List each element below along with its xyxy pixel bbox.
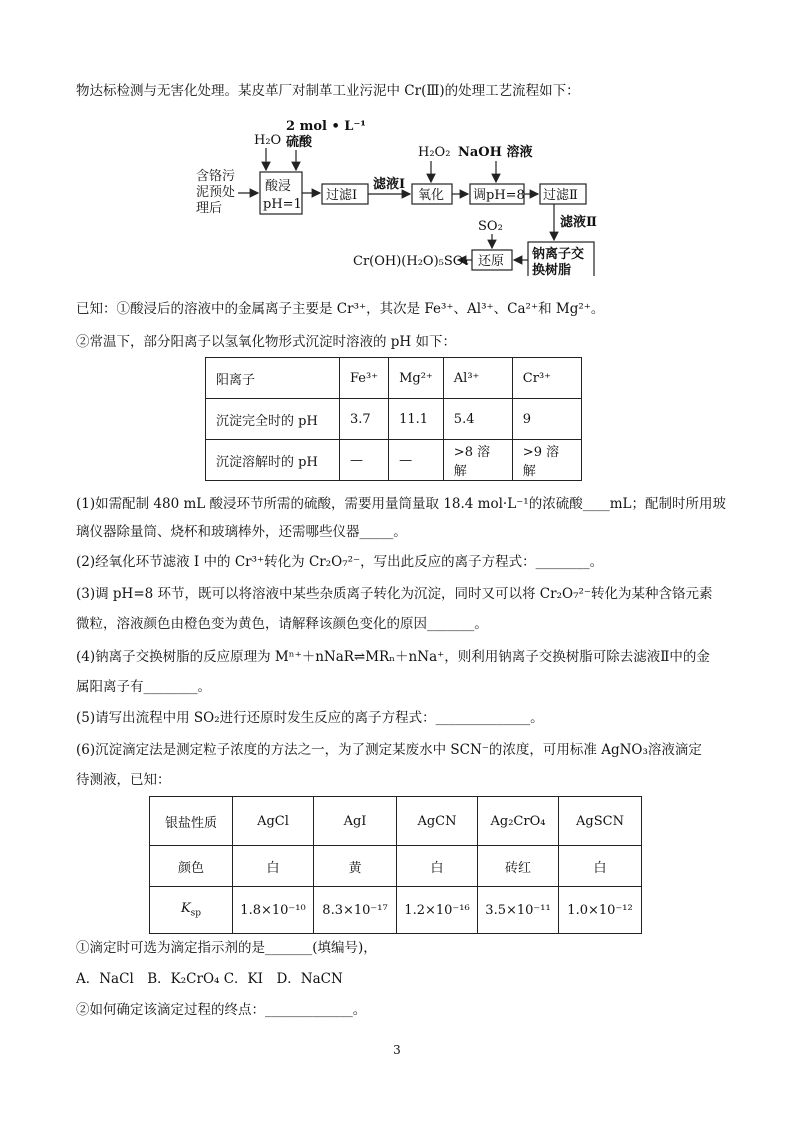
table-row [150, 846, 642, 887]
table-cell: 沉淀完全时的 pH [206, 399, 340, 440]
table-cell: 1.0×10⁻¹² [559, 887, 642, 934]
table-cell: 3.7 [340, 399, 389, 440]
table-cell: — [340, 440, 389, 481]
table-cell: Cr³⁺ [512, 358, 581, 399]
flow-product: Cr(OH)(H₂O)₅SO₄ [353, 254, 469, 269]
question-2: (2)经氧化环节滤液 I 中的 Cr³⁺转化为 Cr₂O₇²⁻，写出此反应的离子方程式：________。 [76, 554, 604, 570]
flow-box1-line2: pH=1 [263, 197, 302, 212]
question-1-line1: (1)如需配制 480 mL 酸浸环节所需的硫酸，需要用量筒量取 18.4 mol·L⁻¹的浓硫酸____mL；配制时所用玻 [76, 496, 726, 512]
table-cell: 颜色 [150, 846, 233, 887]
table-cell: 黄 [314, 846, 397, 887]
flow-filtrate1: 滤液Ⅰ [373, 177, 406, 192]
flow-box6-line2: 换树脂 [532, 263, 572, 276]
question-6-options: A．NaCl B．K₂CrO₄ C．KI D．NaCN [76, 971, 343, 987]
table-cell: Ag₂CrO₄ [478, 797, 559, 846]
table-cell: 5.4 [443, 399, 512, 440]
table-row [150, 887, 642, 934]
process-flowchart [190, 116, 620, 276]
table-cell: 白 [397, 846, 478, 887]
table-cell: AgCN [397, 797, 478, 846]
intro-text: 物达标检测与无害化处理。某皮革厂对制革工业污泥中 Cr(Ⅲ)的处理工艺流程如下： [76, 83, 580, 99]
table-row [206, 399, 582, 440]
question-5: (5)请写出流程中用 SO₂进行还原时发生反应的离子方程式：______________。 [76, 710, 544, 726]
flow-box4: 调pH=8 [473, 188, 525, 203]
table-row [206, 358, 582, 399]
flow-filtrate2: 滤液Ⅱ [560, 215, 597, 230]
precipitation-ph-table [205, 357, 582, 481]
table-row [150, 797, 642, 846]
table-cell: 白 [559, 846, 642, 887]
known-2: ②常温下，部分阳离子以氢氧化物形式沉淀时溶液的 pH 如下： [76, 334, 456, 350]
question-4-line1: (4)钠离子交换树脂的反应原理为 Mⁿ⁺＋nNaR⇌MRₙ＋nNa⁺，则利用钠离子交换树脂可除去滤液Ⅱ中的金 [76, 649, 710, 665]
table-cell: 1.2×10⁻¹⁶ [397, 887, 478, 934]
table-cell: 1.8×10⁻¹⁰ [233, 887, 314, 934]
ksp-subscript: sp [190, 908, 202, 919]
table-cell: Fe³⁺ [340, 358, 389, 399]
table-cell: 银盐性质 [150, 797, 233, 846]
table-cell: 8.3×10⁻¹⁷ [314, 887, 397, 934]
table-cell: >8 溶解 [443, 440, 512, 481]
table-cell: Mg²⁺ [389, 358, 444, 399]
ksp-label-cell [150, 887, 233, 934]
table-row [206, 440, 582, 481]
table-cell: Al³⁺ [443, 358, 512, 399]
table-cell: 阳离子 [206, 358, 340, 399]
question-6-part1: ①滴定时可选为滴定指示剂的是_______(填编号)， [76, 940, 377, 956]
table-cell: AgI [314, 797, 397, 846]
table-cell: 11.1 [389, 399, 444, 440]
flow-box3: 氧化 [418, 188, 445, 203]
flow-box7: 还原 [478, 254, 505, 269]
silver-salt-table [149, 796, 642, 934]
flow-water: H₂O [254, 133, 282, 148]
question-4-line2: 属阳离子有________。 [76, 679, 211, 695]
page-number: 3 [393, 1043, 401, 1057]
flow-start-1: 含铬污 [196, 169, 236, 184]
flow-box5: 过滤Ⅱ [543, 188, 578, 203]
ksp-symbol: K [180, 901, 191, 917]
question-6-part2: ②如何确定该滴定过程的终点：_____________。 [76, 1002, 367, 1018]
flow-start-3: 理后 [196, 201, 223, 216]
table-cell: 3.5×10⁻¹¹ [478, 887, 559, 934]
table-cell: AgCl [233, 797, 314, 846]
table-cell: 白 [233, 846, 314, 887]
flow-so2: SO₂ [478, 219, 503, 234]
flow-box1-line1: 酸浸 [265, 179, 292, 194]
table-cell: >9 溶解 [512, 440, 581, 481]
flow-acid-name: 硫酸 [286, 135, 313, 150]
flow-h2o2: H₂O₂ [418, 145, 451, 160]
known-1: 已知：①酸浸后的溶液中的金属离子主要是 Cr³⁺，其次是 Fe³⁺、Al³⁺、Ca²⁺和 Mg²⁺。 [76, 301, 605, 317]
question-1-line2: 璃仪器除量筒、烧杯和玻璃棒外，还需哪些仪器_____。 [76, 524, 407, 540]
flow-acid-conc: 2 mol • L⁻¹ [286, 119, 366, 134]
flow-start-2: 泥预处 [196, 185, 236, 200]
question-3-line1: (3)调 pH=8 环节，既可以将溶液中某些杂质离子转化为沉淀，同时又可以将 Cr₂O₇²⁻转化为某种含铬元素 [76, 586, 713, 602]
question-6-line2: 待测液，已知： [76, 772, 171, 788]
flow-box6-line1: 钠离子交 [532, 247, 585, 262]
table-cell: — [389, 440, 444, 481]
question-6-line1: (6)沉淀滴定法是测定粒子浓度的方法之一，为了测定某废水中 SCN⁻的浓度，可用标准 AgNO₃溶液滴定 [76, 742, 702, 758]
table-cell: AgSCN [559, 797, 642, 846]
flow-box2: 过滤Ⅰ [326, 188, 358, 203]
table-cell: 砖红 [478, 846, 559, 887]
flow-naoh: NaOH 溶液 [458, 145, 533, 160]
table-cell: 9 [512, 399, 581, 440]
table-cell: 沉淀溶解时的 pH [206, 440, 340, 481]
question-3-line2: 微粒，溶液颜色由橙色变为黄色，请解释该颜色变化的原因_______。 [76, 616, 488, 632]
